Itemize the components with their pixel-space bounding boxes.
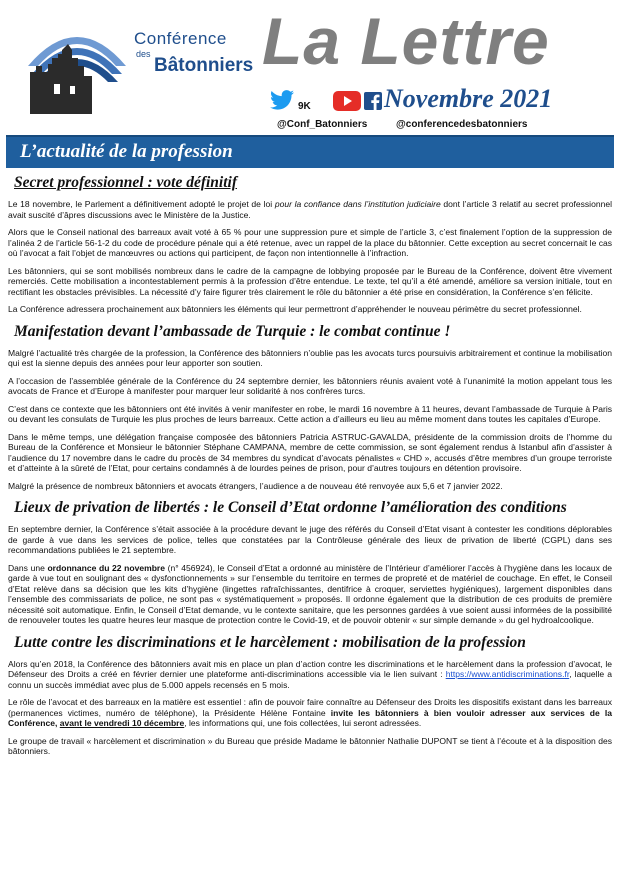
issue-date: Novembre 2021 xyxy=(384,84,553,113)
text-run: ordonnance du 22 novembre xyxy=(47,562,166,573)
article-paragraph xyxy=(8,736,612,757)
article-paragraph xyxy=(8,348,612,369)
article-title: Manifestation devant l’ambassade de Turquie : le combat continue ! xyxy=(14,322,451,340)
text-run: A l’occasion de l’assemblée générale de la Conférence du 24 septembre dernier, les bâtonniers réunis avaient voté à l’unanimité la motion appelant tous les avocats de France et d’Europe à manifester pour marquer leur solidarité à nos confrères turcs. xyxy=(8,375,612,396)
text-run: Alors que le Conseil national des barreaux avait voté à 65 % pour une suppression pure et simple de l’article 3, c’est finalement l’option de la suppression de l’alinéa 2 de l’article 56-1-2 du code de procédure pénale qui a été retenue, avec un rappel de la place du bâtonnier. Cette exception au secret concernait le cas où l’avocat a fait l’objet de manœuvres ou actions qui participent, de façon non intentionnelle à l’infraction. xyxy=(8,227,612,258)
conference-logo-icon xyxy=(22,14,132,114)
text-run: Malgré l’actualité très chargée de la profession, la Conférence des bâtonniers n’oublie pas les avocats turcs poursuivis arbitrairement et continue la mobilisation qui est la sienne depuis des années pour leur apporter son soutien. xyxy=(8,347,612,368)
text-run: avant le vendredi 10 décembre xyxy=(59,718,185,728)
youtube-icon[interactable] xyxy=(333,91,361,111)
facebook-icon[interactable] xyxy=(364,92,382,110)
article-title: Lutte contre les discriminations et le harcèlement : mobilisation de la profession xyxy=(14,633,526,651)
logo-line1: Conférence xyxy=(134,29,227,48)
articles-container xyxy=(8,173,612,764)
text-run: Dans une xyxy=(8,562,48,573)
logo-line3: Bâtonniers xyxy=(154,55,254,76)
facebook-handle[interactable]: @conferencedesbatonniers xyxy=(396,119,528,130)
article-discriminations xyxy=(8,633,612,757)
external-link[interactable]: https://www.antidiscriminations.fr xyxy=(445,669,570,679)
article-paragraph xyxy=(8,266,612,298)
article-paragraph xyxy=(8,481,612,492)
text-run: C’est dans ce contexte que les bâtonniers ont été invités à venir manifester en robe, le mardi 16 novembre à 11 heures, devant l’ambassade de Turquie à Paris ou devant les consulats de Turquie les plus proches de leurs barreaux. Cette action a d’ailleurs eu lieu au même moment dans toutes les capitales d’Europe. xyxy=(8,403,612,424)
text-run: Dans le même temps, une délégation française composée des bâtonniers Patricia ASTRUC-GAVALDA, présidente de la commission droits de l’homme du Bureau de la Conférence et Monsieur le bâtonnier Stéphane CAMPANA, membre de cette commission, se sont également rendus à Istanbul afin d’assister à l’audience du 17 novembre dans le cadre du procès de 34 membres du syndicat d’avocats pénalistes « CHD », accusés d’être membres d’un groupe terroriste et d’atteinte à la sûreté de l’Etat, pour certains condamnés à de lourdes peines de prison, pour d’autres toujours en détention provisoire. xyxy=(8,431,612,473)
article-paragraph xyxy=(8,199,612,220)
twitter-followers-count: 9K xyxy=(298,101,311,112)
text-run: Le groupe de travail « harcèlement et discrimination » du Bureau que préside Madame le bâtonnier Nathalie DUPONT se tient à l’écoute et à la disposition des bâtonniers. xyxy=(8,735,612,756)
text-run: (n° 456924), le Conseil d’Etat a ordonné au ministère de l’Intérieur d’améliorer l’accès à l’hygiène dans les locaux de garde à vue tout en soulignant des « dysfonctionnements » sur l’ensemble du territoire en termes de propreté et de matériel de couchage. En effet, le Conseil d’Etat relève dans sa décision que les kits d’hygiène (lingettes rafraîchissantes, dentifrice à croquer, serviettes hygiéniques), largement disponibles dans l’ensemble des commissariats de police, ne sont pas « systématiquement » proposés. Il ordonne également que la distribution de ces produits de première nécessité soit automatique. Enfin, le Conseil d’Etat demande, vu le contexte sanitaire, que les personnes gardées à vue soient aussi informées de la possibilité de renouveler toutes les quatre heures leur masque de protection contre le Covid-19, et de pouvoir obtenir « sur simple demande » du gel hydroalcoolique. xyxy=(8,562,612,625)
article-paragraph xyxy=(8,404,612,425)
article-title: Lieux de privation de libertés : le Conseil d’Etat ordonne l’amélioration des conditions xyxy=(14,499,567,516)
newsletter-header xyxy=(0,0,619,134)
text-run: Les bâtonniers, qui se sont mobilisés nombreux dans le cadre de la campagne de lobbying proposée par le Bureau de la Conférence, doivent être vivement remerciés. Cette mobilisation a incontestablement permis à la profession d’être entendue. Le texte, tel qu’il a été amendé, améliore sa version initiale, tout en rectifiant les obstacles prévisibles. La nécessité d’y faire figurer très clairement le rôle du bâtonnier a été prise en considération, la Conférence s’en félicite. xyxy=(8,265,612,297)
logo-line2: des xyxy=(136,49,151,59)
text-run: Alors qu’en 2018, la Conférence des bâtonniers avait mis en place un plan d’action contre les discriminations et le harcèlement dans la profession d’avocat, le Défenseur des Droits a créé en février dernier une plateforme anti-discriminations accessible via le lien suivant : xyxy=(8,658,612,679)
text-run: Malgré la présence de nombreux bâtonniers et avocats étrangers, l’audience a de nouveau été renvoyée aux 5,6 et 7 janvier 2022. xyxy=(8,480,503,491)
text-run: La Conférence adressera prochainement aux bâtonniers les éléments qui leur permettront d’appréhender le nouveau périmètre du secret professionnel. xyxy=(8,304,582,314)
article-paragraph xyxy=(8,563,612,626)
article-secret-professionnel xyxy=(8,173,612,315)
text-run: Le 18 novembre, le Parlement a définitivement adopté le projet de loi xyxy=(8,199,275,209)
newsletter-title: La Lettre xyxy=(262,4,550,78)
text-run: invite les bâtonniers à bien vouloir adresser aux services de la Conférence, xyxy=(8,707,612,728)
text-run: En septembre dernier, la Conférence s’était associée à la procédure devant le juge des référés du Conseil d’Etat visant à contester les conditions déplorables de garde à vue dans les services de police, telles que constatées par la Contrôleuse générale des lieux de privation de liberté (CGPL) dans ses recommandations publiées le 21 septembre. xyxy=(8,524,612,555)
article-paragraph xyxy=(8,524,612,556)
article-paragraph xyxy=(8,697,612,729)
article-paragraph xyxy=(8,376,612,397)
article-title: Secret professionnel : vote définitif xyxy=(14,174,237,191)
article-turquie xyxy=(8,322,612,492)
twitter-handle[interactable]: @Conf_Batonniers xyxy=(277,119,368,130)
section-band xyxy=(6,135,614,168)
logo-wordmark xyxy=(134,30,253,75)
text-run: , laquelle a connu un succès immédiat avec plus de 5.000 appels recensés en 5 mois. xyxy=(8,669,613,690)
text-run: pour la confiance dans l’institution judiciaire xyxy=(274,199,441,209)
twitter-icon[interactable] xyxy=(270,90,294,110)
article-paragraph xyxy=(8,432,612,474)
text-run: Le rôle de l’avocat et des barreaux en la matière est essentiel : afin de pouvoir faire connaître au Défenseur des Droits les dispositifs existant dans les barreaux (permanences victimes, numéro de téléphone), la Présidente Hélène Fontaine xyxy=(8,697,612,718)
text-run: dont l’article 3 relatif au secret professionnel avait suscité d’âpres discussions avec le Ministère de la Justice. xyxy=(8,199,612,220)
article-paragraph xyxy=(8,304,612,315)
article-lieux-privation xyxy=(8,498,612,626)
article-paragraph xyxy=(8,659,612,691)
article-paragraph xyxy=(8,227,612,259)
text-run: , les informations qui, une fois collectées, lui seront adressées. xyxy=(184,718,422,728)
section-title: L’actualité de la profession xyxy=(20,141,233,162)
